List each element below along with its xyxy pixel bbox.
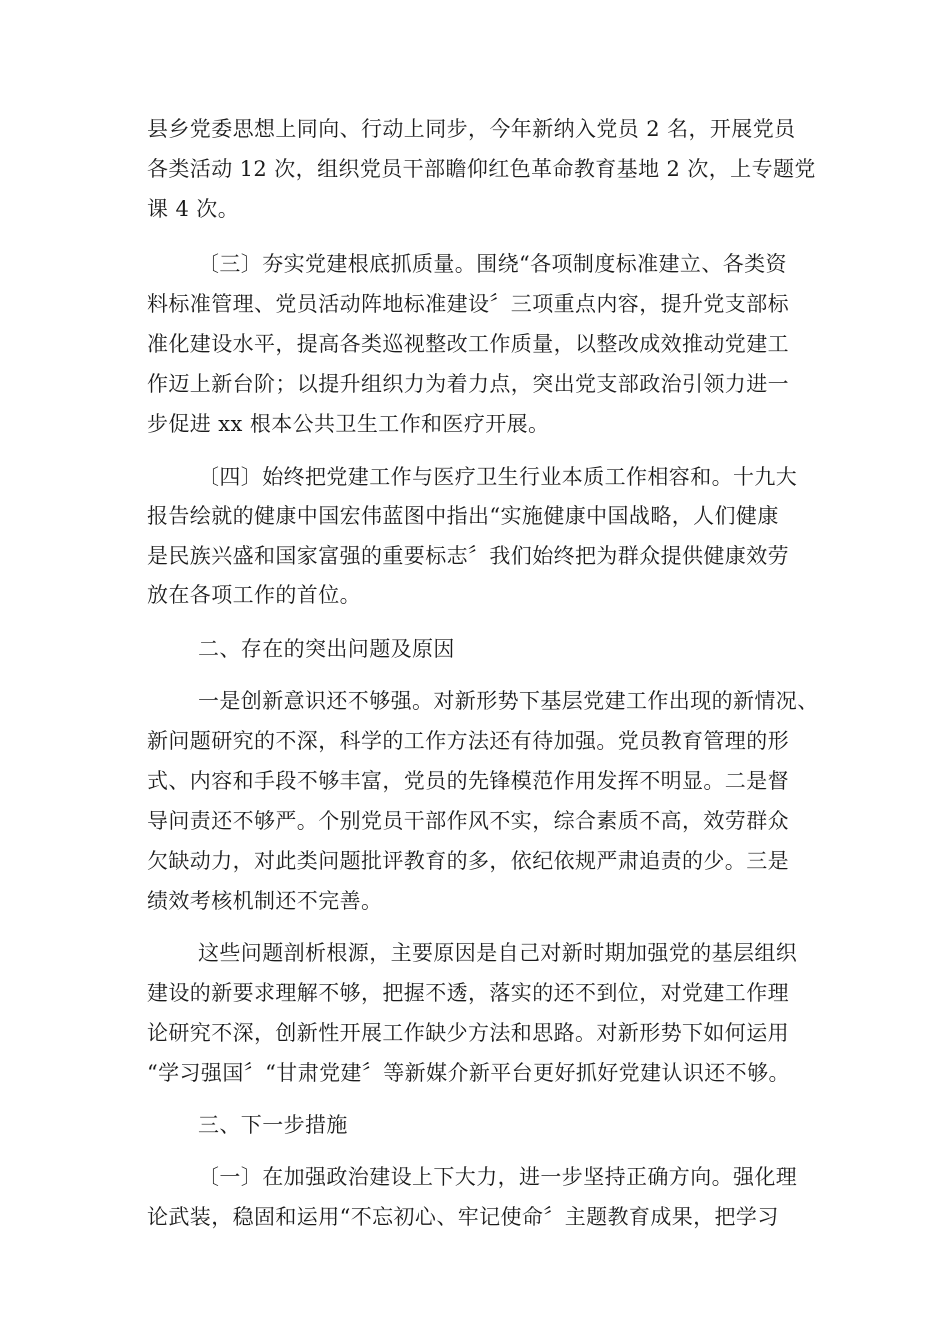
section-heading: 三、下一步措施 xyxy=(198,1113,348,1137)
section-heading: 二、存在的突出问题及原因 xyxy=(198,637,455,661)
text-line: 这些问题剖析根源，主要原因是自己对新时期加强党的基层组织 xyxy=(198,941,798,965)
text-line: 报告绘就的健康中国宏伟蓝图中指出“实施健康中国战略，人们健康 xyxy=(147,504,779,528)
text-line: 料标准管理、党员活动阵地标准建设〞三项重点内容，提升党支部标 xyxy=(147,292,789,316)
text-line: 论研究不深，创新性开展工作缺少方法和思路。对新形势下如何运用 xyxy=(147,1021,789,1045)
text-line: “学习强国〞“甘肃党建〞等新媒介新平台更好抓好党建认识还不够。 xyxy=(147,1061,790,1085)
text-line: 论武装，稳固和运用“不忘初心、牢记使命〞主题教育成果，把学习 xyxy=(147,1205,779,1229)
text-line: 〔三〕夯实党建根底抓质量。围绕“各项制度标准建立、各类资 xyxy=(198,252,787,276)
text-line: 新问题研究的不深，科学的工作方法还有待加强。党员教育管理的形 xyxy=(147,729,789,753)
text-line: 县乡党委思想上同向、行动上同步，今年新纳入党员 2 名，开展党员 xyxy=(147,117,796,141)
text-line: 欠缺动力，对此类问题批评教育的多，依纪依规严肃追责的少。三是 xyxy=(147,849,789,873)
text-line: 课 4 次。 xyxy=(147,197,240,221)
text-line: 各类活动 12 次，组织党员干部瞻仰红色革命教育基地 2 次，上专题党 xyxy=(147,157,816,181)
text-line: 放在各项工作的首位。 xyxy=(147,583,361,607)
text-line: 〔一〕在加强政治建设上下大力，进一步坚持正确方向。强化理 xyxy=(198,1165,798,1189)
text-line: 绩效考核机制还不完善。 xyxy=(147,889,383,913)
text-line: 建设的新要求理解不够，把握不透，落实的还不到位，对党建工作理 xyxy=(147,981,789,1005)
text-line: 〔四〕始终把党建工作与医疗卫生行业本质工作相容和。十九大 xyxy=(198,465,798,489)
text-line: 是民族兴盛和国家富强的重要标志〞我们始终把为群众提供健康效劳 xyxy=(147,544,789,568)
text-line: 准化建设水平，提高各类巡视整改工作质量，以整改成效推动党建工 xyxy=(147,332,789,356)
text-line: 式、内容和手段不够丰富，党员的先锋模范作用发挥不明显。二是督 xyxy=(147,769,789,793)
text-line: 步促进 xx 根本公共卫生工作和医疗开展。 xyxy=(147,412,550,436)
text-line: 导问责还不够严。个别党员干部作风不实，综合素质不高，效劳群众 xyxy=(147,809,789,833)
text-line: 作迈上新台阶；以提升组织力为着力点，突出党支部政治引领力进一 xyxy=(147,372,789,396)
text-line: 一是创新意识还不够强。对新形势下基层党建工作出现的新情况、 xyxy=(198,689,819,713)
